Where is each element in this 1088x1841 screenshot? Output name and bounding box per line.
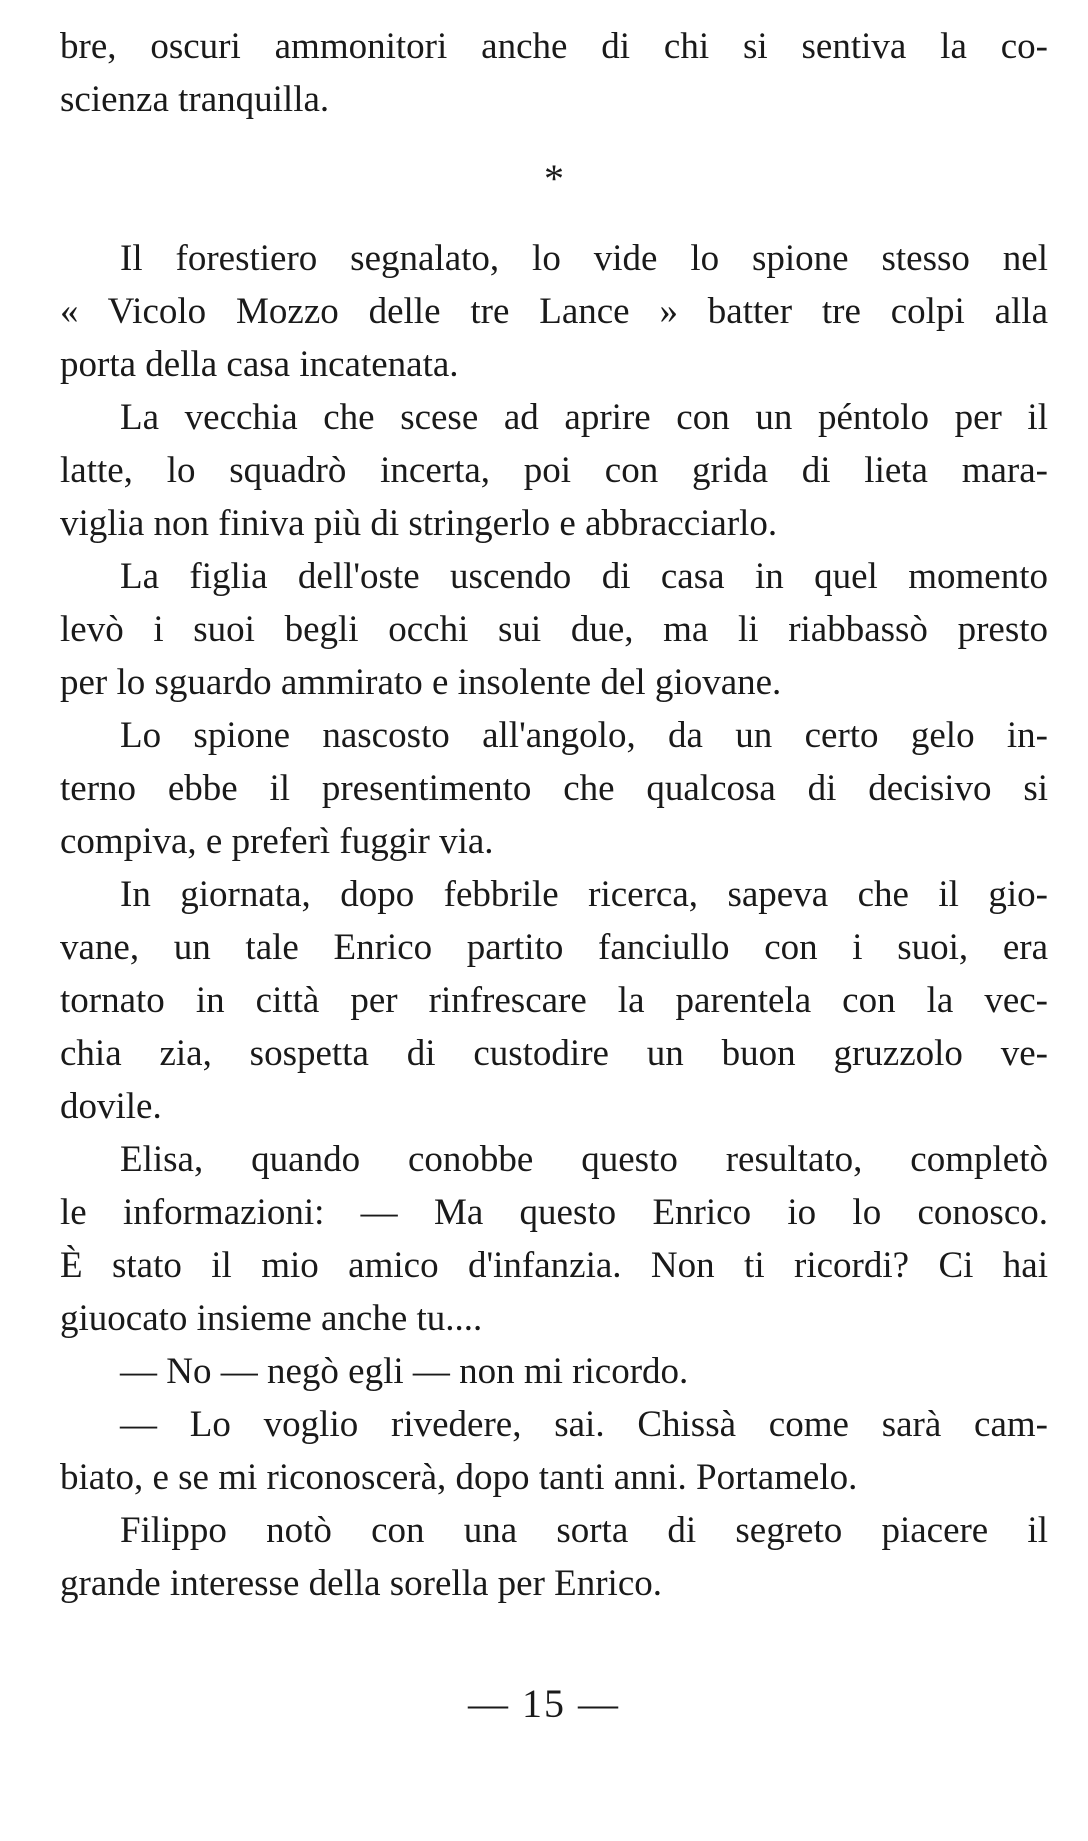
- text-line: La figlia dell'oste uscendo di casa in quel momento: [120, 556, 1048, 597]
- text-line: bre, oscuri ammonitori anche di chi si sentiva la co-: [60, 26, 1048, 67]
- text-line: tornato in città per rinfrescare la parentela con la vec-: [60, 980, 1048, 1021]
- text-line: Il forestiero segnalato, lo vide lo spione stesso nel: [120, 238, 1048, 279]
- text-line: dovile.: [60, 1086, 162, 1127]
- text-line: scienza tranquilla.: [60, 79, 330, 120]
- text-line: compiva, e preferì fuggir via.: [60, 821, 494, 862]
- text-line: grande interesse della sorella per Enrico.: [60, 1563, 663, 1604]
- text-line: levò i suoi begli occhi sui due, ma li riabbassò presto: [60, 609, 1048, 650]
- text-line: — Lo voglio rivedere, sai. Chissà come sarà cam-: [120, 1404, 1048, 1445]
- text-line: Lo spione nascosto all'angolo, da un certo gelo in-: [120, 715, 1048, 756]
- text-line: — No — negò egli — non mi ricordo.: [120, 1351, 689, 1392]
- text-line: giuocato insieme anche tu....: [60, 1298, 483, 1339]
- text-line: Elisa, quando conobbe questo resultato, completò: [120, 1139, 1048, 1180]
- text-line: porta della casa incatenata.: [60, 344, 459, 385]
- text-line: In giornata, dopo febbrile ricerca, sapeva che il gio-: [120, 874, 1048, 915]
- text-line: È stato il mio amico d'infanzia. Non ti ricordi? Ci hai: [60, 1245, 1048, 1286]
- page-number: — 15 —: [468, 1681, 620, 1726]
- text-line: biato, e se mi riconoscerà, dopo tanti anni. Portamelo.: [60, 1457, 858, 1498]
- text-line: La vecchia che scese ad aprire con un péntolo per il: [120, 397, 1048, 438]
- text-line: chia zia, sospetta di custodire un buon gruzzolo ve-: [60, 1033, 1048, 1074]
- text-line: terno ebbe il presentimento che qualcosa di decisivo si: [60, 768, 1048, 809]
- text-line: « Vicolo Mozzo delle tre Lance » batter tre colpi alla: [60, 291, 1048, 332]
- section-separator: *: [544, 156, 564, 201]
- text-line: vane, un tale Enrico partito fanciullo con i suoi, era: [60, 927, 1048, 968]
- page-body: [60, 20, 1048, 1610]
- text-line: viglia non finiva più di stringerlo e abbracciarlo.: [60, 503, 778, 544]
- text-line: Filippo notò con una sorta di segreto piacere il: [120, 1510, 1048, 1551]
- text-line: le informazioni: — Ma questo Enrico io lo conosco.: [60, 1192, 1048, 1233]
- text-line: latte, lo squadrò incerta, poi con grida di lieta mara-: [60, 450, 1048, 491]
- text-line: per lo sguardo ammirato e insolente del giovane.: [60, 662, 782, 703]
